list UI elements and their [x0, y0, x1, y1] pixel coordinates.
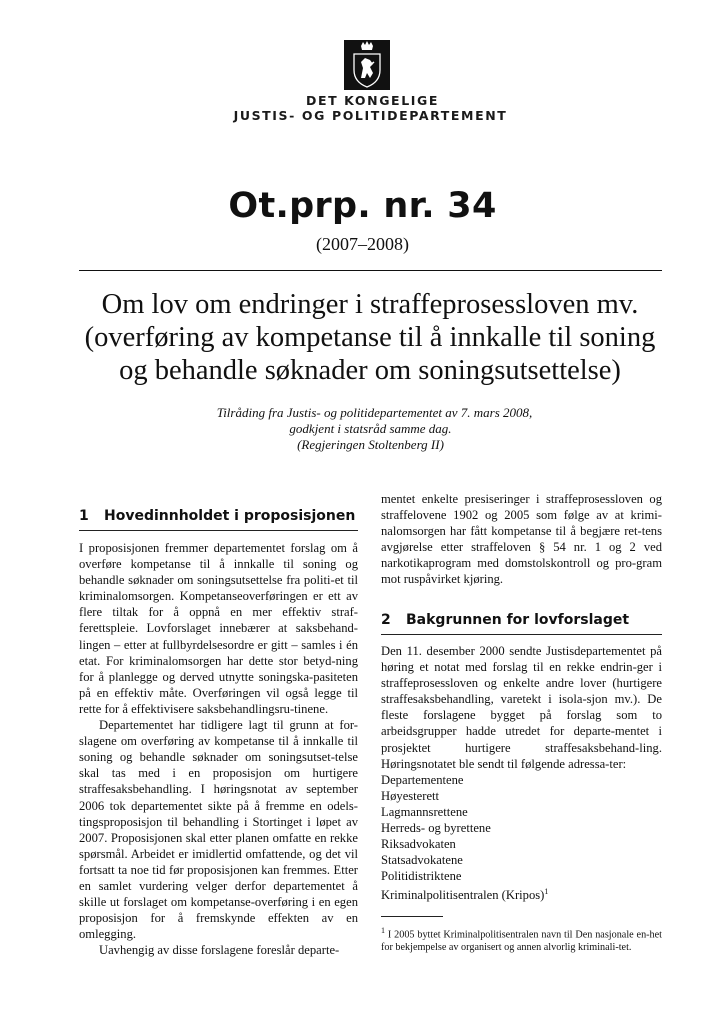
addressee-item: Departementene: [381, 772, 464, 787]
section-heading: [79, 508, 355, 524]
paragraph: Den 11. desember 2000 sendte Justisdepartementet på høring et notat med forslag til en rekke endrin-ger i straffeprosessloven og enkelte andre lover (hurtigere straffesaksbehandling, varetekt i isola-sjon mv.). De fleste forslagene bygget på forslag som to arbeidsgrupper hadde utredet for departe-mentet i prosjektet hurtigere straffesaksbehand-ling. Høringsnotatet ble sendt til følgende adressa-ter:: [381, 644, 662, 771]
title-line: (overføring av kompetanse til å innkalle til soning: [84, 322, 656, 353]
addressee-item: [381, 884, 662, 903]
addressee-item: Lagmannsrettene: [381, 804, 468, 819]
paragraph: Departementet har tidligere lagt til grunn at for-slagene om overføring av kompetanse til å innkalle til soning og behandle søknader om soningsutset-telse skal tas med i en proposisjon om hurtigere straffesaksbehandling. I høringsnotat av september 2006 tok departementet sikte på å fremme en odels-tingsproposisjon til behandling i Stortinget i løpet av 2007. Proposisjonen skal etter planen omfatte en rekke spørsmål. Arbeidet er imidlertid omfattende, og det vil fortsatt ta noe tid før proposisjonen kan fremmes. Etter en samlet vurdering velger derfor departementet å skille ut forslaget om kompetanse-overføring i en egen proposisjon for å fremskynde effekten av en omlegging.: [79, 718, 358, 942]
recommendation-line: Tilråding fra Justis- og politidepartementet av 7. mars 2008,: [216, 405, 533, 420]
document-number: Ot.prp. nr. 34: [228, 186, 497, 226]
addressee-item: Statsadvokatene: [381, 853, 463, 868]
left-column: [79, 540, 358, 958]
title-line: og behandle søknader om soningsutsettelse): [119, 355, 621, 386]
title-divider: [79, 270, 662, 271]
document-title: [70, 288, 670, 387]
section-rule: [79, 530, 358, 531]
recommendation-line: (Regjeringen Stoltenberg II): [297, 437, 444, 452]
section-heading-text: Hovedinnholdet i proposisjonen: [104, 508, 356, 524]
section-number: 2: [381, 612, 391, 628]
addressee-item: Riksadvokaten: [381, 837, 456, 852]
paragraph: mentet enkelte presiseringer i straffeprosessloven og straffelovene 1902 og 2005 som følge av at krimi-nalomsorgen har fått kompetanse til å begjære ret-tens avgjørelse etter straffeloven § 54 nr. 1 og 2 ved narkotikaprogram med domstolskontroll og pro-gram mot ruspåvirket kjøring.: [381, 492, 662, 587]
footnote: [381, 924, 662, 954]
section-rule: [381, 634, 662, 635]
recommendation-line: godkjent i statsråd samme dag.: [289, 421, 452, 436]
document-session: (2007–2008): [316, 234, 409, 254]
addressee-list: [381, 772, 662, 904]
title-line: Om lov om endringer i straffeprosessloven mv.: [101, 289, 639, 320]
footnote-text: I 2005 byttet Kriminalpolitisentralen navn til Den nasjonale en-het for bekjempelse av organisert og annen alvorlig kriminali-tet.: [381, 929, 662, 954]
right-column: [381, 643, 662, 904]
paragraph: Uavhengig av disse forslagene foreslår departe-: [99, 943, 340, 958]
addressee-item: Politidistriktene: [381, 869, 462, 884]
section-heading-text: Bakgrunnen for lovforslaget: [406, 612, 630, 628]
addressee-text: Kriminalpolitisentralen (Kripos): [381, 888, 545, 903]
department-name-line1: DET KONGELIGE: [305, 93, 440, 108]
coat-of-arms-icon: [344, 40, 390, 90]
section-number: 1: [79, 508, 89, 524]
right-column-continuation: [381, 491, 662, 588]
addressee-item: Høyesterett: [381, 788, 440, 803]
paragraph: I proposisjonen fremmer departementet forslag om å overføre kompetanse til å innkalle til soning og behandle søknader om soningsutsettelse fra politi-et til kriminalomsorgen. Kompetanseoverføringen er ett av flere tiltak for å oppnå en mer effektiv straf-ferettspleie. Lovforslaget innebærer at saksbehand-lingen – etter at fullbyrdelsesordre er gitt – samles i én etat. For kriminalomsorgen har dette stor betyd-ning for å planlegge og derved utnytte soningska-pasiteten på en effektiv måte. Overføringen vil også legge til rette for å effektivisere saksbehandlingsru-tinene.: [79, 541, 358, 716]
department-name-line2: JUSTIS- OG POLITIDEPARTEMENT: [233, 108, 508, 123]
section-heading: [381, 612, 629, 628]
footnote-divider: [381, 916, 443, 917]
addressee-item: Herreds- og byrettene: [381, 821, 491, 836]
footnote-reference[interactable]: 1: [544, 887, 549, 897]
footnote-mark: 1: [381, 926, 385, 935]
